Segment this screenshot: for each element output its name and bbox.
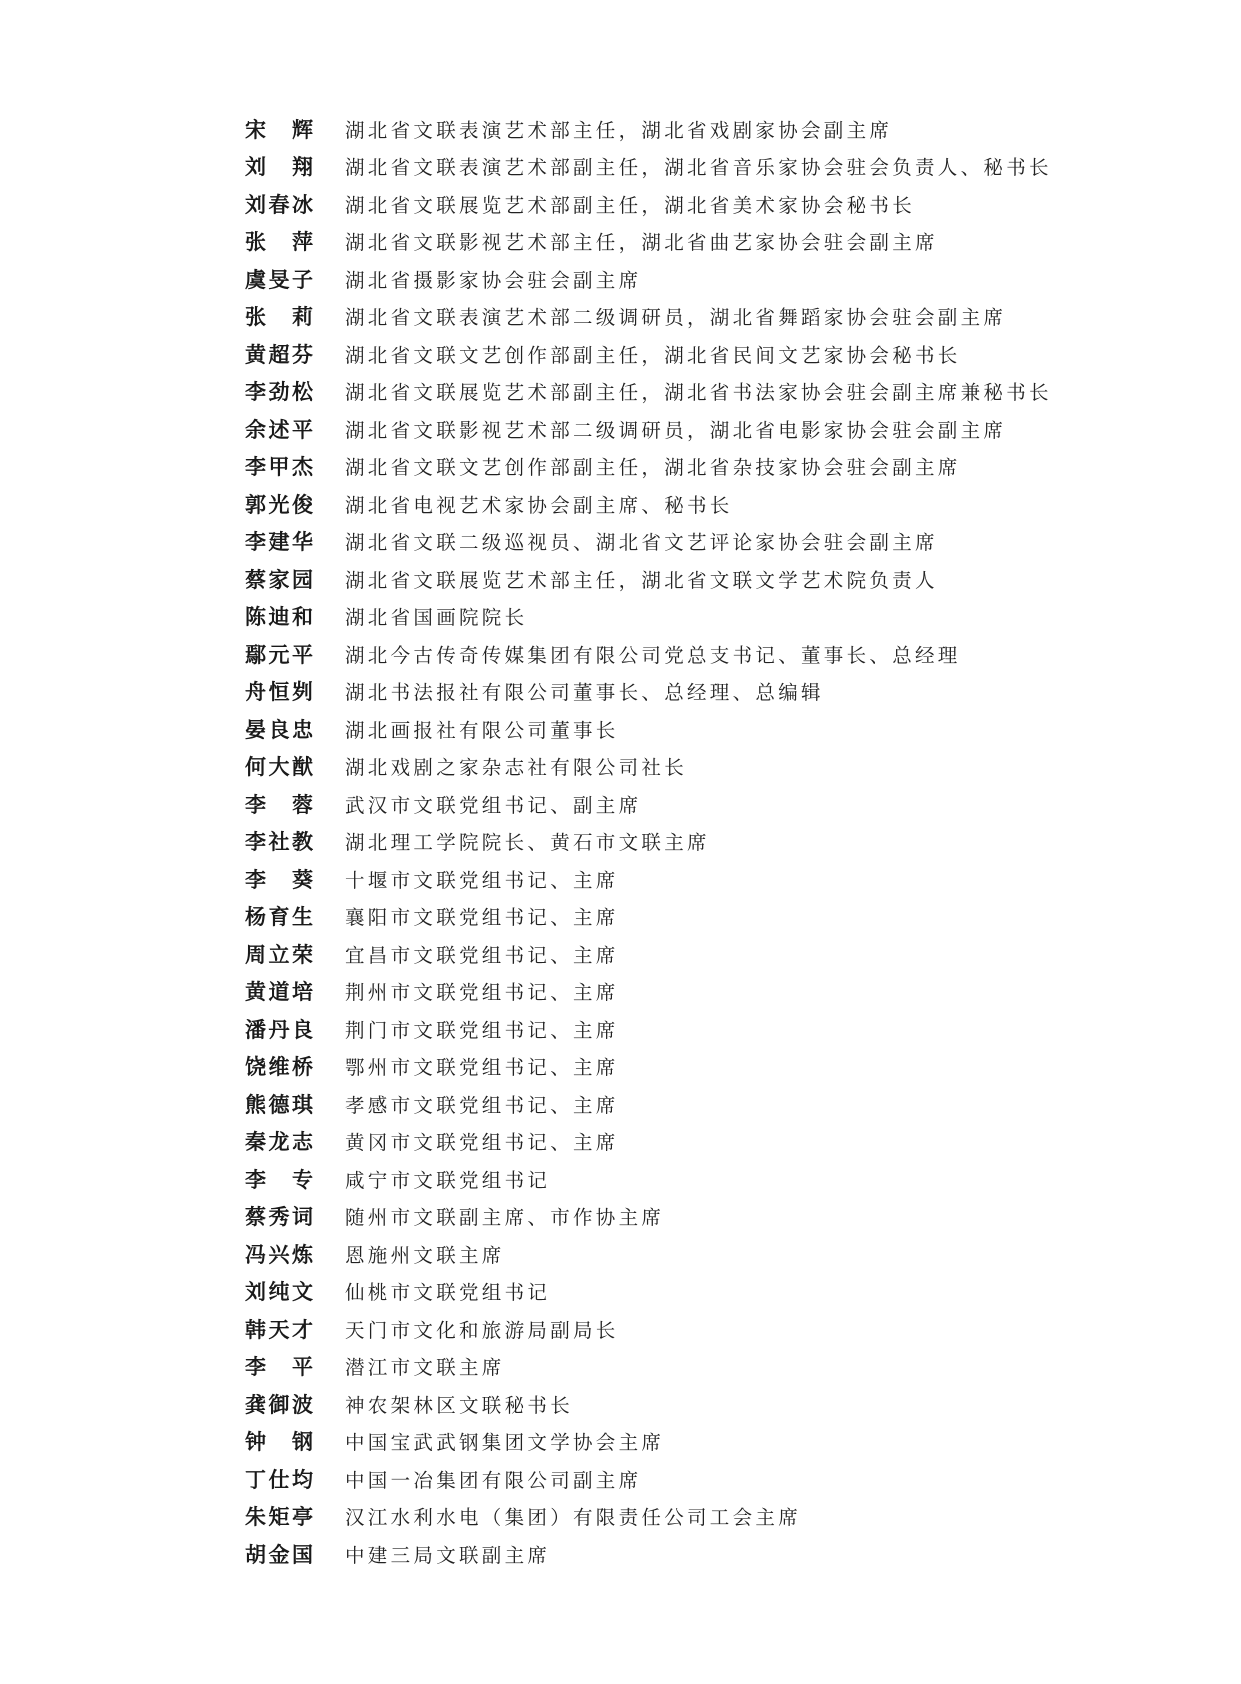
person-title: 恩施州文联主席 — [345, 1243, 505, 1267]
person-name — [245, 1389, 313, 1419]
person-name — [245, 714, 313, 744]
list-item — [245, 1423, 1145, 1461]
person-name — [245, 414, 313, 444]
person-title: 荆州市文联党组书记、主席 — [345, 981, 619, 1005]
name-char: 华 — [292, 529, 313, 555]
name-char: 李 — [245, 866, 266, 892]
person-title: 湖北理工学院院长、黄石市文联主席 — [345, 831, 710, 855]
name-char: 黄 — [245, 341, 266, 367]
list-item — [245, 973, 1145, 1011]
name-char: 冰 — [292, 191, 313, 217]
person-title: 襄阳市文联党组书记、主席 — [345, 906, 619, 930]
list-item — [245, 1085, 1145, 1123]
person-name — [245, 1089, 313, 1119]
name-char: 志 — [292, 1129, 313, 1155]
person-title: 中建三局文联副主席 — [345, 1543, 551, 1567]
name-char: 园 — [292, 566, 313, 592]
list-item — [245, 673, 1145, 711]
person-title: 潜江市文联主席 — [345, 1356, 505, 1380]
name-char: 张 — [245, 229, 266, 255]
person-name — [245, 751, 313, 781]
person-title: 湖北戏剧之家杂志社有限公司社长 — [345, 756, 688, 780]
name-char: 李 — [245, 1354, 266, 1380]
name-char: 鄢 — [245, 641, 266, 667]
person-title: 湖北省文联表演艺术部副主任，湖北省音乐家协会驻会负责人、秘书长 — [345, 156, 1052, 180]
person-name — [245, 339, 313, 369]
person-title: 中国宝武武钢集团文学协会主席 — [345, 1431, 665, 1455]
person-name — [245, 1464, 313, 1494]
list-item — [245, 598, 1145, 636]
name-char: 道 — [268, 979, 290, 1005]
list-item — [245, 1498, 1145, 1536]
name-char: 萍 — [292, 229, 313, 255]
name-char: 晏 — [245, 716, 266, 742]
person-title: 湖北省文联影视艺术部二级调研员，湖北省电影家协会驻会副主席 — [345, 418, 1007, 442]
person-title: 湖北省文联影视艺术部主任，湖北省曲艺家协会驻会副主席 — [345, 231, 938, 255]
list-item — [245, 1385, 1145, 1423]
name-char: 忠 — [292, 716, 313, 742]
person-name — [245, 676, 313, 706]
person-title: 仙桃市文联党组书记 — [345, 1281, 551, 1305]
name-char: 黄 — [245, 979, 266, 1005]
person-name — [245, 114, 313, 144]
person-name — [245, 1164, 313, 1194]
name-char: 家 — [268, 566, 290, 592]
person-title: 宜昌市文联党组书记、主席 — [345, 943, 619, 967]
name-char: 良 — [268, 716, 290, 742]
name-char: 兴 — [268, 1241, 290, 1267]
name-char: 李 — [245, 379, 266, 405]
name-char: 李 — [245, 791, 266, 817]
person-name — [245, 864, 313, 894]
name-char: 文 — [292, 1279, 313, 1305]
list-item — [245, 410, 1145, 448]
person-title: 汉江水利水电（集团）有限责任公司工会主席 — [345, 1506, 802, 1530]
list-item — [245, 1160, 1145, 1198]
name-char: 劲 — [268, 379, 290, 405]
name-char: 光 — [268, 491, 290, 517]
name-char: 波 — [292, 1391, 313, 1417]
person-title: 湖北省文联表演艺术部主任，湖北省戏剧家协会副主席 — [345, 118, 893, 142]
person-name — [245, 451, 313, 481]
person-title: 随州市文联副主席、市作协主席 — [345, 1206, 665, 1230]
person-name — [245, 901, 313, 931]
name-char: 杰 — [292, 454, 313, 480]
person-title: 十堰市文联党组书记、主席 — [345, 868, 619, 892]
list-item — [245, 1273, 1145, 1311]
name-char: 虞 — [245, 266, 266, 292]
name-char: 潘 — [245, 1016, 266, 1042]
list-item — [245, 635, 1145, 673]
list-item — [245, 373, 1145, 411]
name-char: 余 — [245, 416, 266, 442]
list-item — [245, 1310, 1145, 1348]
name-char: 述 — [268, 416, 290, 442]
name-char: 平 — [292, 1354, 313, 1380]
person-title: 湖北省文联展览艺术部主任，湖北省文联文学艺术院负责人 — [345, 568, 938, 592]
person-title: 武汉市文联党组书记、副主席 — [345, 793, 642, 817]
name-char: 郭 — [245, 491, 266, 517]
name-char: 韩 — [245, 1316, 266, 1342]
person-title: 湖北画报社有限公司董事长 — [345, 718, 619, 742]
person-name — [245, 1501, 313, 1531]
name-char: 教 — [292, 829, 313, 855]
name-char: 平 — [292, 641, 313, 667]
name-char: 熊 — [245, 1091, 266, 1117]
person-name — [245, 1239, 313, 1269]
person-title: 荆门市文联党组书记、主席 — [345, 1018, 619, 1042]
person-name — [245, 489, 313, 519]
name-char: 李 — [245, 529, 266, 555]
list-item — [245, 1535, 1145, 1573]
person-name — [245, 976, 313, 1006]
name-char: 社 — [268, 829, 290, 855]
person-name — [245, 376, 313, 406]
person-name — [245, 526, 313, 556]
person-name — [245, 1126, 313, 1156]
name-char: 维 — [268, 1054, 290, 1080]
name-char: 琪 — [292, 1091, 313, 1117]
name-char: 旻 — [268, 266, 290, 292]
person-title: 湖北今古传奇传媒集团有限公司党总支书记、董事长、总经理 — [345, 643, 961, 667]
person-name — [245, 1314, 313, 1344]
list-item — [245, 823, 1145, 861]
list-item — [245, 785, 1145, 823]
name-char: 迪 — [268, 604, 290, 630]
name-char: 仕 — [268, 1466, 290, 1492]
name-char: 丁 — [245, 1466, 266, 1492]
name-char: 龙 — [268, 1129, 290, 1155]
person-title: 湖北省摄影家协会驻会副主席 — [345, 268, 642, 292]
person-name — [245, 226, 313, 256]
list-item — [245, 298, 1145, 336]
list-item — [245, 448, 1145, 486]
list-item — [245, 1123, 1145, 1161]
person-name — [245, 151, 313, 181]
name-char: 刿 — [292, 679, 313, 705]
name-char: 超 — [268, 341, 290, 367]
name-char: 和 — [292, 604, 313, 630]
person-title: 湖北省文联展览艺术部副主任，湖北省书法家协会驻会副主席兼秘书长 — [345, 381, 1052, 405]
list-item — [245, 560, 1145, 598]
person-title: 湖北省国画院院长 — [345, 606, 528, 630]
name-char: 御 — [268, 1391, 290, 1417]
name-char: 冯 — [245, 1241, 266, 1267]
name-char: 翔 — [292, 154, 313, 180]
name-char: 大 — [268, 754, 290, 780]
list-item — [245, 710, 1145, 748]
name-char: 莉 — [292, 304, 313, 330]
name-char: 纯 — [268, 1279, 290, 1305]
name-char: 子 — [292, 266, 313, 292]
person-title: 神农架林区文联秘书长 — [345, 1393, 574, 1417]
name-char: 周 — [245, 941, 266, 967]
list-item — [245, 1010, 1145, 1048]
name-char: 金 — [268, 1541, 290, 1567]
list-item — [245, 1198, 1145, 1236]
name-char: 德 — [268, 1091, 290, 1117]
list-item — [245, 523, 1145, 561]
name-char: 俊 — [292, 491, 313, 517]
list-item — [245, 260, 1145, 298]
person-name — [245, 1351, 313, 1381]
person-title: 湖北省文联文艺创作部副主任，湖北省民间文艺家协会秘书长 — [345, 343, 961, 367]
person-name — [245, 264, 313, 294]
name-char: 李 — [245, 829, 266, 855]
name-char: 荣 — [292, 941, 313, 967]
person-title: 湖北省电视艺术家协会副主席、秘书长 — [345, 493, 733, 517]
name-char: 朱 — [245, 1504, 266, 1530]
name-char: 刘 — [245, 154, 266, 180]
name-char: 矩 — [268, 1504, 290, 1530]
name-char: 芬 — [292, 341, 313, 367]
name-char: 炼 — [292, 1241, 313, 1267]
name-char: 龚 — [245, 1391, 266, 1417]
list-item — [245, 485, 1145, 523]
list-item — [245, 223, 1145, 261]
list-item — [245, 1348, 1145, 1386]
list-item — [245, 1235, 1145, 1273]
person-title: 中国一冶集团有限公司副主席 — [345, 1468, 642, 1492]
person-title: 孝感市文联党组书记、主席 — [345, 1093, 619, 1117]
person-title: 湖北省文联表演艺术部二级调研员，湖北省舞蹈家协会驻会副主席 — [345, 306, 1007, 330]
person-name — [245, 1051, 313, 1081]
person-name — [245, 189, 313, 219]
name-char: 蔡 — [245, 1204, 266, 1230]
name-char: 饶 — [245, 1054, 266, 1080]
name-char: 亭 — [292, 1504, 313, 1530]
list-item — [245, 1460, 1145, 1498]
person-name — [245, 1014, 313, 1044]
name-char: 生 — [292, 904, 313, 930]
name-char: 蓉 — [292, 791, 313, 817]
name-char: 钟 — [245, 1429, 266, 1455]
name-char: 辉 — [292, 116, 313, 142]
name-char: 秀 — [268, 1204, 290, 1230]
name-char: 陈 — [245, 604, 266, 630]
person-title: 黄冈市文联党组书记、主席 — [345, 1131, 619, 1155]
name-char: 天 — [268, 1316, 290, 1342]
name-char: 育 — [268, 904, 290, 930]
person-name — [245, 301, 313, 331]
person-title: 鄂州市文联党组书记、主席 — [345, 1056, 619, 1080]
person-name — [245, 1539, 313, 1569]
name-char: 李 — [245, 1166, 266, 1192]
person-name — [245, 601, 313, 631]
person-name — [245, 1276, 313, 1306]
name-char: 春 — [268, 191, 290, 217]
person-name — [245, 789, 313, 819]
list-item — [245, 935, 1145, 973]
name-char: 才 — [292, 1316, 313, 1342]
list-item — [245, 148, 1145, 186]
name-char: 丹 — [268, 1016, 290, 1042]
name-char: 杨 — [245, 904, 266, 930]
name-char: 秦 — [245, 1129, 266, 1155]
name-char: 立 — [268, 941, 290, 967]
name-char: 蔡 — [245, 566, 266, 592]
name-char: 葵 — [292, 866, 313, 892]
person-name — [245, 826, 313, 856]
name-char: 猷 — [292, 754, 313, 780]
name-char: 培 — [292, 979, 313, 1005]
list-item — [245, 748, 1145, 786]
name-char: 恒 — [268, 679, 290, 705]
person-title: 湖北省文联二级巡视员、湖北省文艺评论家协会驻会副主席 — [345, 531, 938, 555]
name-char: 李 — [245, 454, 266, 480]
list-item — [245, 860, 1145, 898]
person-name — [245, 639, 313, 669]
person-title: 湖北省文联展览艺术部副主任，湖北省美术家协会秘书长 — [345, 193, 916, 217]
list-item — [245, 335, 1145, 373]
name-char: 刘 — [245, 191, 266, 217]
name-char: 胡 — [245, 1541, 266, 1567]
person-title: 湖北省文联文艺创作部副主任，湖北省杂技家协会驻会副主席 — [345, 456, 961, 480]
name-char: 建 — [268, 529, 290, 555]
name-char: 刘 — [245, 1279, 266, 1305]
name-char: 宋 — [245, 116, 266, 142]
name-char: 舟 — [245, 679, 266, 705]
name-char: 桥 — [292, 1054, 313, 1080]
list-item — [245, 1048, 1145, 1086]
name-char: 甲 — [268, 454, 290, 480]
name-char: 良 — [292, 1016, 313, 1042]
name-char: 词 — [292, 1204, 313, 1230]
name-char: 国 — [292, 1541, 313, 1567]
name-char: 何 — [245, 754, 266, 780]
member-list — [245, 110, 1145, 1573]
list-item — [245, 898, 1145, 936]
person-name — [245, 564, 313, 594]
person-title: 咸宁市文联党组书记 — [345, 1168, 551, 1192]
name-char: 专 — [292, 1166, 313, 1192]
name-char: 平 — [292, 416, 313, 442]
list-item — [245, 110, 1145, 148]
name-char: 元 — [268, 641, 290, 667]
person-title: 天门市文化和旅游局副局长 — [345, 1318, 619, 1342]
person-name — [245, 939, 313, 969]
name-char: 均 — [292, 1466, 313, 1492]
person-name — [245, 1426, 313, 1456]
person-name — [245, 1201, 313, 1231]
name-char: 张 — [245, 304, 266, 330]
name-char: 松 — [292, 379, 313, 405]
person-title: 湖北书法报社有限公司董事长、总经理、总编辑 — [345, 681, 824, 705]
name-char: 钢 — [292, 1429, 313, 1455]
list-item — [245, 185, 1145, 223]
